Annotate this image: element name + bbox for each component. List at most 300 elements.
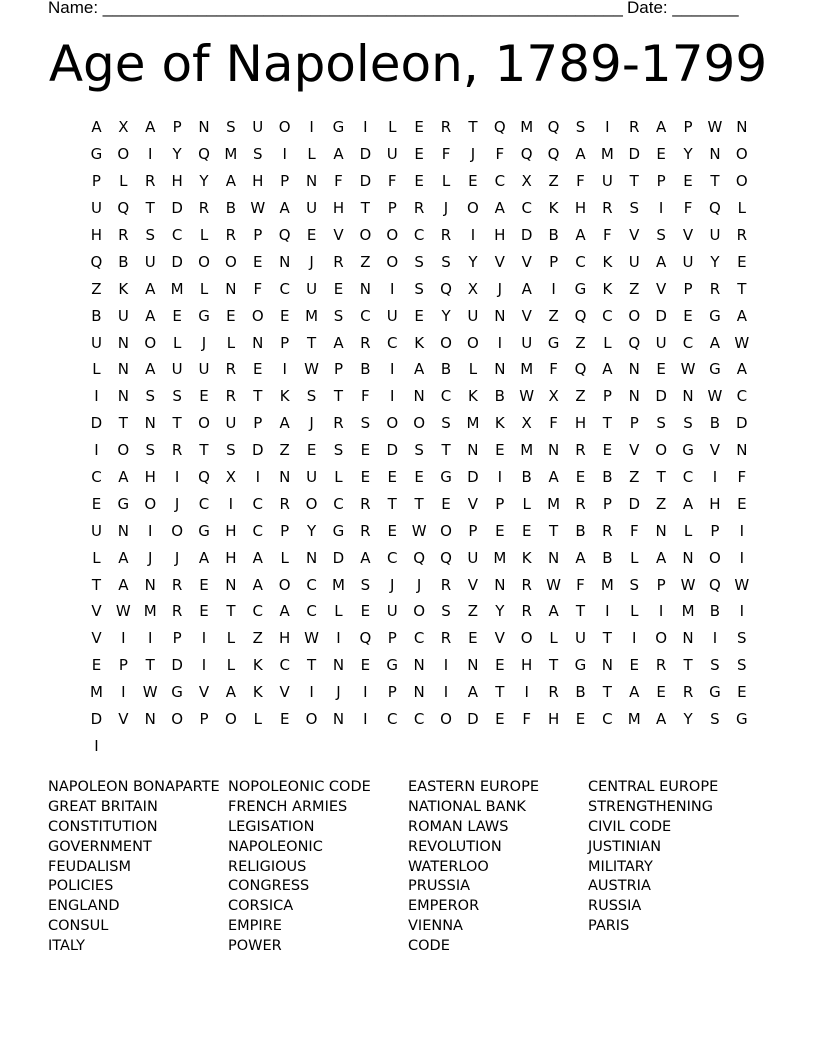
grid-letter: Y [199,172,209,191]
grid-letter: U [198,360,210,379]
grid-letter: N [467,441,479,460]
grid-letter: P [656,575,666,594]
grid-letter: Q [628,333,641,352]
grid-letter: E [199,575,209,594]
grid-letter: I [632,629,637,648]
grid-letter: R [333,414,344,433]
grid-letter: C [306,575,317,594]
grid-letter: V [467,494,479,513]
grid-letter: O [440,521,452,540]
grid-letter: P [172,118,182,137]
grid-letter: N [736,118,748,137]
grid-letter: O [198,252,210,271]
grid-letter: E [414,468,424,487]
grid-letter: W [250,199,266,218]
grid-letter: D [171,252,183,271]
grid-letter: N [547,441,560,460]
grid-letter: K [602,252,613,271]
grid-letter: L [172,333,182,352]
name-field-label: Name: _______________________________________________________ [48,0,623,17]
grid-letter: J [390,575,395,594]
grid-letter: H [225,521,237,540]
grid-letter: I [739,602,745,621]
word-list-item: POWER [228,938,282,955]
grid-letter: E [441,494,451,513]
grid-letter: I [309,683,314,702]
grid-letter: N [332,710,345,729]
grid-letter: O [251,306,264,325]
grid-letter: R [575,494,586,513]
grid-letter: A [656,710,667,729]
grid-letter: Q [493,118,506,137]
grid-letter: N [305,548,318,567]
grid-letter: L [522,494,531,513]
grid-letter: Z [360,252,371,271]
grid-letter: P [333,360,343,379]
grid-letter: U [306,279,318,298]
grid-letter: A [118,575,129,594]
grid-letter: D [736,414,748,433]
grid-letter: D [171,199,183,218]
grid-letter: E [253,360,263,379]
grid-letter: G [90,145,103,164]
grid-letter: W [115,602,131,621]
grid-letter: L [92,360,101,379]
grid-letter: N [117,387,129,406]
grid-letter: Q [440,548,452,567]
grid-letter: U [90,333,102,352]
grid-letter: T [306,333,317,352]
grid-letter: T [253,387,263,406]
grid-letter: F [495,145,505,164]
grid-letter: C [602,710,613,729]
grid-letter: J [497,279,503,298]
grid-letter: Z [575,333,586,352]
grid-letter: W [734,333,750,352]
grid-letter: T [602,683,612,702]
word-list-item: RUSSIA [588,898,642,915]
grid-letter: F [522,710,532,729]
grid-letter: D [467,468,479,487]
grid-letter: E [253,252,263,271]
grid-letter: T [306,656,317,675]
grid-letter: N [117,360,129,379]
grid-letter: W [304,629,319,648]
grid-letter: P [172,629,182,648]
grid-letter: L [630,548,639,567]
grid-letter: R [521,602,532,621]
grid-letter: Q [198,145,210,164]
grid-letter: I [94,387,99,406]
grid-letter: U [682,252,694,271]
grid-letter: N [655,521,667,540]
grid-letter: R [413,199,425,218]
grid-letter: G [547,333,560,352]
grid-letter: F [576,575,585,594]
grid-letter: P [91,172,101,191]
grid-letter: I [658,602,664,621]
grid-letter: E [279,306,290,325]
grid-letter: W [546,575,561,594]
grid-letter: B [602,548,613,567]
grid-letter: P [118,656,128,675]
grid-letter: K [279,387,290,406]
grid-letter: U [90,199,102,218]
grid-letter: R [682,683,694,702]
grid-letter: M [547,494,561,513]
grid-letter: K [118,279,129,298]
grid-letter: N [305,172,318,191]
grid-letter: D [171,656,183,675]
grid-letter: W [680,575,696,594]
grid-letter: M [520,441,534,460]
grid-letter: F [441,145,451,164]
grid-letter: E [468,629,478,648]
grid-letter: H [171,172,183,191]
grid-letter: C [387,548,398,567]
grid-letter: J [174,494,180,513]
grid-letter: T [656,468,666,487]
grid-letter: L [226,333,236,352]
header [0,0,816,20]
grid-letter: U [601,172,613,191]
grid-letter: W [734,575,750,594]
word-list-item: STRENGTHENING [588,798,713,815]
word-list-item: CONGRESS [228,878,310,895]
grid-letter: U [225,414,237,433]
grid-letter: S [441,602,451,621]
grid-letter: E [360,468,371,487]
grid-letter: Y [468,252,478,271]
grid-letter: K [548,199,559,218]
word-list-item: FEUDALISM [48,858,132,875]
grid-letter: P [280,333,290,352]
grid-letter: I [551,279,556,298]
grid-letter: E [495,710,505,729]
grid-letter: M [305,306,319,325]
grid-letter: O [117,145,130,164]
grid-letter: P [683,118,693,137]
grid-letter: I [524,683,529,702]
grid-letter: N [117,333,129,352]
grid-letter: P [602,494,612,513]
grid-letter: N [225,575,237,594]
grid-letter: J [201,333,207,352]
grid-letter: B [91,306,102,325]
grid-letter: L [468,360,478,379]
grid-letter: B [118,252,129,271]
grid-letter: Z [629,468,640,487]
grid-letter: S [629,575,640,594]
grid-letter: O [467,199,479,218]
grid-letter: D [655,306,667,325]
grid-letter: B [709,414,721,433]
grid-letter: C [171,226,183,244]
grid-letter: U [386,145,398,164]
grid-letter: F [387,172,397,191]
grid-letter: C [682,468,694,487]
grid-letter: K [252,683,263,702]
grid-letter: M [627,710,641,729]
word-list-item: JUSTINIAN [588,838,662,855]
grid-letter: Z [548,172,559,191]
word-list-item: PARIS [588,918,630,935]
grid-letter: A [145,279,156,298]
grid-letter: Y [306,521,317,540]
word-list-item: PRUSSIA [408,878,471,895]
grid-letter: O [171,710,184,729]
grid-letter: I [282,145,287,164]
word-list-item: REVOLUTION [408,838,502,855]
grid-letter: C [252,494,264,513]
grid-letter: D [359,172,372,191]
grid-letter: C [360,306,371,325]
word-list-item [588,937,768,957]
grid-letter: S [253,145,263,164]
grid-letter: D [332,548,345,567]
grid-letter: B [521,468,532,487]
grid-letter: T [226,602,236,621]
grid-letter: E [683,172,693,191]
grid-letter: S [683,414,693,433]
grid-letter: A [279,602,290,621]
grid-letter: A [575,226,586,244]
grid-letter: C [306,602,317,621]
grid-letter: O [278,575,291,594]
grid-letter: E [575,710,586,729]
grid-letter: H [709,494,721,513]
grid-letter: T [710,172,720,191]
grid-letter: I [658,199,664,218]
grid-letter: W [411,521,427,540]
grid-letter: K [252,656,263,675]
grid-letter: M [600,575,614,594]
grid-letter: F [737,468,747,487]
grid-letter: L [737,199,746,218]
grid-letter: L [226,629,236,648]
grid-letter: B [548,226,559,244]
grid-letter: T [468,118,478,137]
grid-letter: S [710,656,720,675]
grid-letter: P [495,494,505,513]
grid-letter: P [549,252,559,271]
grid-letter: N [117,521,129,540]
grid-letter: A [575,548,586,567]
grid-letter: S [414,252,424,271]
grid-letter: R [225,360,237,379]
grid-letter: C [494,172,506,191]
grid-letter: G [198,306,210,325]
grid-letter: E [656,360,666,379]
word-list-item: GOVERNMENT [48,838,152,855]
grid-letter: A [333,145,344,164]
grid-letter: U [521,333,533,352]
grid-letter: R [521,575,532,594]
grid-letter: U [171,360,183,379]
grid-letter: N [279,252,291,271]
grid-letter: U [655,333,667,352]
grid-letter: G [440,468,452,487]
grid-letter: T [414,494,424,513]
grid-letter: U [117,306,129,325]
grid-letter: O [655,629,668,648]
grid-letter: M [331,575,345,594]
grid-letter: C [252,521,264,540]
grid-letter: M [520,118,534,137]
grid-letter: U [709,226,721,244]
page-title: Age of Napoleon, 1789-1799 [48,35,768,93]
grid-letter: C [682,333,694,352]
grid-letter: D [252,441,264,460]
grid-letter: A [279,414,290,433]
grid-letter: I [443,656,449,675]
grid-letter: N [413,387,425,406]
grid-letter: A [414,360,425,379]
grid-letter: D [90,710,103,729]
grid-letter: I [497,333,503,352]
grid-letter: E [521,521,532,540]
grid-letter: A [198,548,210,567]
grid-letter: M [520,360,534,379]
grid-letter: S [441,252,451,271]
grid-letter: I [201,629,207,648]
grid-letter: R [655,656,667,675]
grid-letter: E [495,656,505,675]
grid-letter: S [710,710,720,729]
grid-letter: C [387,710,398,729]
grid-letter: G [386,656,399,675]
word-list-item: CORSICA [228,898,294,915]
grid-letter: U [306,199,318,218]
word-list-item: AUSTRIA [588,878,651,895]
word-list-item: NOPOLEONIC CODE [228,779,371,795]
grid-letter: O [709,548,721,567]
grid-letter: I [390,279,395,298]
grid-letter: P [253,226,263,244]
grid-letter: A [736,360,747,379]
grid-letter: O [359,226,372,244]
grid-letter: S [333,306,344,325]
grid-letter: N [709,145,721,164]
grid-letter: E [495,521,505,540]
grid-letter: Y [495,602,505,621]
grid-letter: X [521,414,532,433]
grid-letter: O [144,333,157,352]
grid-letter: Z [91,279,102,298]
grid-letter: D [520,226,533,244]
grid-letter: K [521,548,532,567]
grid-letter: L [334,468,343,487]
grid-letter: R [736,226,748,244]
grid-letter: E [199,602,209,621]
grid-letter: A [145,306,156,325]
grid-letter: V [494,629,505,648]
grid-letter: T [441,441,451,460]
grid-letter: I [121,629,126,648]
grid-letter: N [252,333,264,352]
grid-letter: O [655,441,668,460]
grid-letter: N [467,656,479,675]
grid-letter: S [656,414,666,433]
grid-letter: Y [683,710,693,729]
grid-letter: T [549,521,559,540]
grid-letter: O [224,252,237,271]
grid-letter: N [601,656,613,675]
grid-letter: V [709,441,721,460]
grid-letter: R [440,226,452,244]
grid-letter: L [92,548,101,567]
grid-letter: I [201,656,207,675]
grid-letter: Y [172,145,182,164]
grid-letter: L [226,656,236,675]
grid-letter: V [682,226,694,244]
grid-letter: E [495,441,505,460]
grid-letter: M [466,414,480,433]
grid-letter: H [252,172,264,191]
grid-letter: Z [575,387,586,406]
grid-letter: I [121,683,126,702]
grid-letter: R [171,602,183,621]
grid-letter: N [682,548,694,567]
grid-letter: S [306,387,317,406]
word-list-item: EASTERN EUROPE [408,779,540,795]
grid-letter: I [282,360,287,379]
word-list-item: RELIGIOUS [228,858,307,875]
grid-letter: A [548,468,559,487]
grid-letter: N [494,575,506,594]
grid-letter: P [387,683,397,702]
grid-letter: Z [548,306,559,325]
grid-letter: P [199,710,209,729]
grid-letter: E [360,441,371,460]
grid-letter: N [682,387,694,406]
grid-letter: P [387,629,397,648]
grid-letter: R [198,199,210,218]
grid-letter: I [228,494,234,513]
grid-letter: Z [629,279,640,298]
grid-letter: E [414,172,424,191]
grid-letter: A [548,602,559,621]
grid-letter: E [387,468,397,487]
grid-letter: A [91,118,102,137]
grid-letter: R [709,279,721,298]
grid-letter: V [333,226,344,244]
grid-letter: C [279,279,290,298]
grid-letter: P [629,414,639,433]
grid-letter: I [363,710,368,729]
grid-letter: C [440,387,452,406]
grid-letter: W [519,387,535,406]
grid-letter: I [470,226,476,244]
grid-letter: R [118,226,129,244]
grid-letter: B [602,468,613,487]
grid-letter: T [145,199,155,218]
grid-letter: N [144,710,156,729]
grid-letter: X [118,118,129,137]
grid-letter: U [467,548,479,567]
grid-letter: G [709,306,721,325]
grid-letter: L [603,333,612,352]
grid-letter: N [279,468,291,487]
grid-letter: Q [198,468,210,487]
grid-letter: O [440,333,452,352]
grid-letter: E [414,118,424,137]
grid-letter: C [602,306,613,325]
grid-letter: M [224,145,238,164]
grid-letter: D [359,145,372,164]
grid-letter: C [413,629,425,648]
word-list-item: CODE [408,938,450,955]
